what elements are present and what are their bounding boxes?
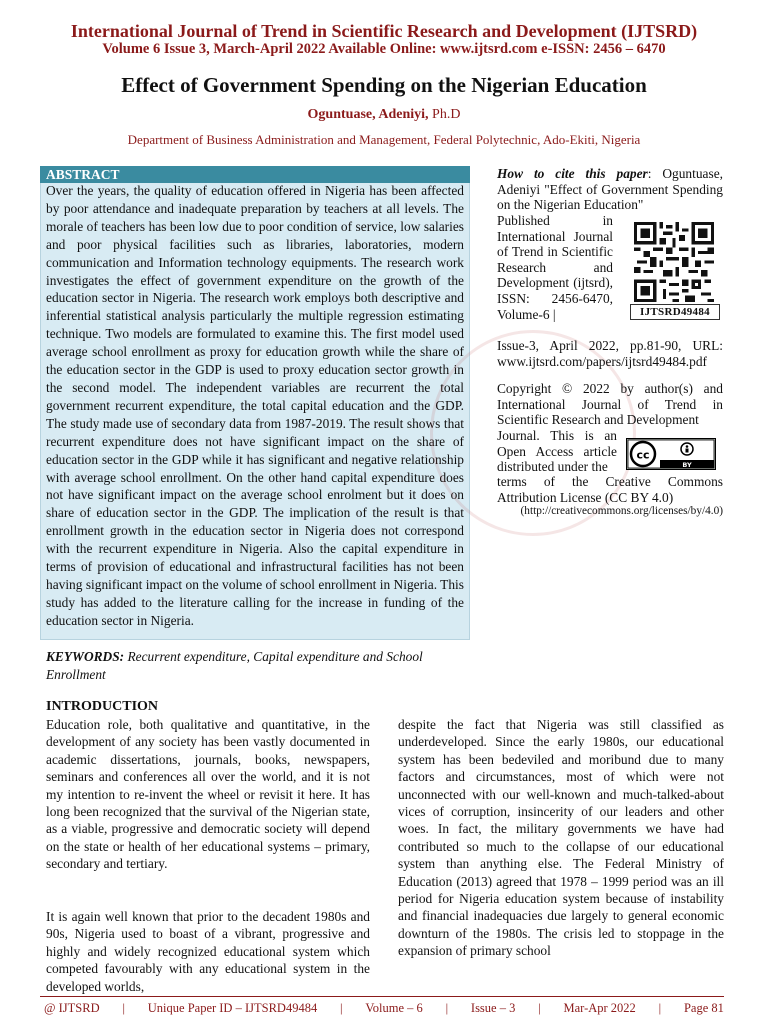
cc-by-badge xyxy=(626,438,716,470)
author-degree: Ph.D xyxy=(428,107,461,122)
introduction-paragraph-1: Education role, both qualitative and quantitative, in the development of any society has been vastly documented in academic dissertations, journals, books, newspapers, seminars and conferences all over the world, and it is not my intention to re-invent the wheel or revisit it here. It has long been recognized that the survival of the Nigerian state, as a viable, progressive and democratic society will depend on the state or health of her educational systems – primary, secondary and tertiary. xyxy=(46,717,370,872)
footer-divider xyxy=(40,996,724,997)
footer-sep: | xyxy=(538,1001,541,1015)
creative-commons-icon xyxy=(626,438,716,470)
citation-intro xyxy=(497,166,723,213)
footer-sep: | xyxy=(445,1001,449,1015)
abstract-text: Over the years, the quality of education offered in Nigeria has been affected by poor attendance and inadequate preparation by teachers at all levels. The morale of teachers has been low due to poor condition of service, low salaries and poor physical facilities such as libraries, laboratories, modern communication and Information technology equipments. The research work investigates the effect of government expenditure on the growth of the education sector in Nigeria. The research work employs both descriptive and inferential statistical analysis particularly the multiple regression estimating technique. Two models are formulated to examine this. The first model used average school enrollment as proxy for education growth while the share of the education sector in the GDP is used to proxy education sector growth in the second model. The independent variables are recurrent the total government recurrent expenditure, the total capital education and the GDP. The study made use of secondary data from 1987-2019. The result shows that recurrent expenditure does not have significant impact on the share of education sector in the GDP while it has significant and negative relationship with average school enrollment. On the other hand capital expenditure does not have significant impact on the average school enrolment but it does on share of education sector in the GDP. The implication of the result is that enrollment growth in the education sector in Nigeria does not correspond with the recurrent expenditure in Nigeria. Also the capital expenditure in terms of provision of educational and infrastructural facilities has not been having significant impact on the volume of school enrollment in Nigeria. This study has added to the literature calling for the increase in funding of the education sector in Nigeria. xyxy=(46,183,464,628)
by-glyph: BY xyxy=(682,461,692,469)
open-access-line: Journal. This is an Open Access article distributed under the xyxy=(497,428,617,475)
citation-url: Issue-3, April 2022, pp.81-90, URL: www.ijtsrd.com/papers/ijtsrd49484.pdf xyxy=(497,338,723,369)
license-url[interactable]: (http://creativecommons.org/licenses/by/4.0) xyxy=(520,505,723,517)
abstract-heading: ABSTRACT xyxy=(40,166,470,183)
copyright-line: Copyright © 2022 by author(s) and International Journal of Trend in Scientific Research and Development xyxy=(497,381,723,428)
license-line: terms of the Creative Commons Attribution License (CC BY 4.0) xyxy=(497,474,723,505)
journal-title: International Journal of Trend in Scientific Research and Development (IJTSRD) xyxy=(70,21,698,41)
footer-sep: | xyxy=(658,1001,662,1015)
introduction-heading: INTRODUCTION xyxy=(46,699,159,714)
author-name: Oguntuase, Adeniyi, xyxy=(307,107,429,122)
citation-published: Published in International Journal of Trend in Scientific Research and Development (ijtsrd), ISSN: 2456-6470, Volume-6 | xyxy=(497,213,613,322)
footer-date: Mar-Apr 2022 xyxy=(563,1001,636,1015)
citation-label: How to cite this paper xyxy=(497,166,648,181)
qr-code-icon xyxy=(634,222,714,302)
page-footer xyxy=(44,1000,724,1016)
citation-intro-text: : Oguntuase, Adeniyi "Effect of Government Spending on the Nigerian Education" xyxy=(497,166,723,213)
footer-volume: Volume – 6 xyxy=(365,1001,423,1015)
footer-paper-id: Unique Paper ID – IJTSRD49484 xyxy=(147,1001,318,1015)
footer-org: @ IJTSRD xyxy=(44,1001,100,1015)
paper-id-label: IJTSRD49484 xyxy=(630,304,720,320)
journal-issue-line: Volume 6 Issue 3, March-April 2022 Available Online: www.ijtsrd.com e-ISSN: 2456 – 6470 xyxy=(102,41,666,57)
introduction-paragraph-2: It is again well known that prior to the decadent 1980s and 90s, Nigeria used to boast of a vibrant, progressive and highly and widely recognized educational system which competed favourably with any educational system in the developed worlds, xyxy=(46,909,370,994)
affiliation: Department of Business Administration and Management, Federal Polytechnic, Ado-Ekiti, Nigeria xyxy=(127,132,641,147)
keywords-label: KEYWORDS: xyxy=(46,649,125,664)
footer-sep: | xyxy=(340,1001,343,1015)
footer-sep: | xyxy=(122,1001,125,1015)
introduction-right-column: despite the fact that Nigeria was still classified as underdeveloped. Since the early 1980s, our educational system has been bedeviled and moribund due to many factors and circumstances, most of which were not unconnected with our well-known and much-talked-about vices of corruption, insincerity of our leaders and other woes. In fact, the military governments we have had contributed so much to the collapse of our educational system than anything else. The Federal Ministry of Education (2013) agreed that 1978 – 1999 period was an ill period for Nigeria education system because of instability and financial inadequacies due largely to general economic downturn of the 1980s. The crisis led to stoppage in the expansion of primary school xyxy=(398,717,724,959)
paper-title: Effect of Government Spending on the Nigerian Education xyxy=(121,73,647,97)
qr-code-block xyxy=(630,220,720,324)
footer-issue: Issue – 3 xyxy=(470,1001,516,1015)
footer-page: Page 81 xyxy=(683,1001,724,1015)
cc-glyph: cc xyxy=(636,448,650,462)
author-line xyxy=(0,106,768,124)
keywords xyxy=(46,648,476,684)
keywords-text: Recurrent expenditure, Capital expenditure and School Enrollment xyxy=(46,649,423,682)
